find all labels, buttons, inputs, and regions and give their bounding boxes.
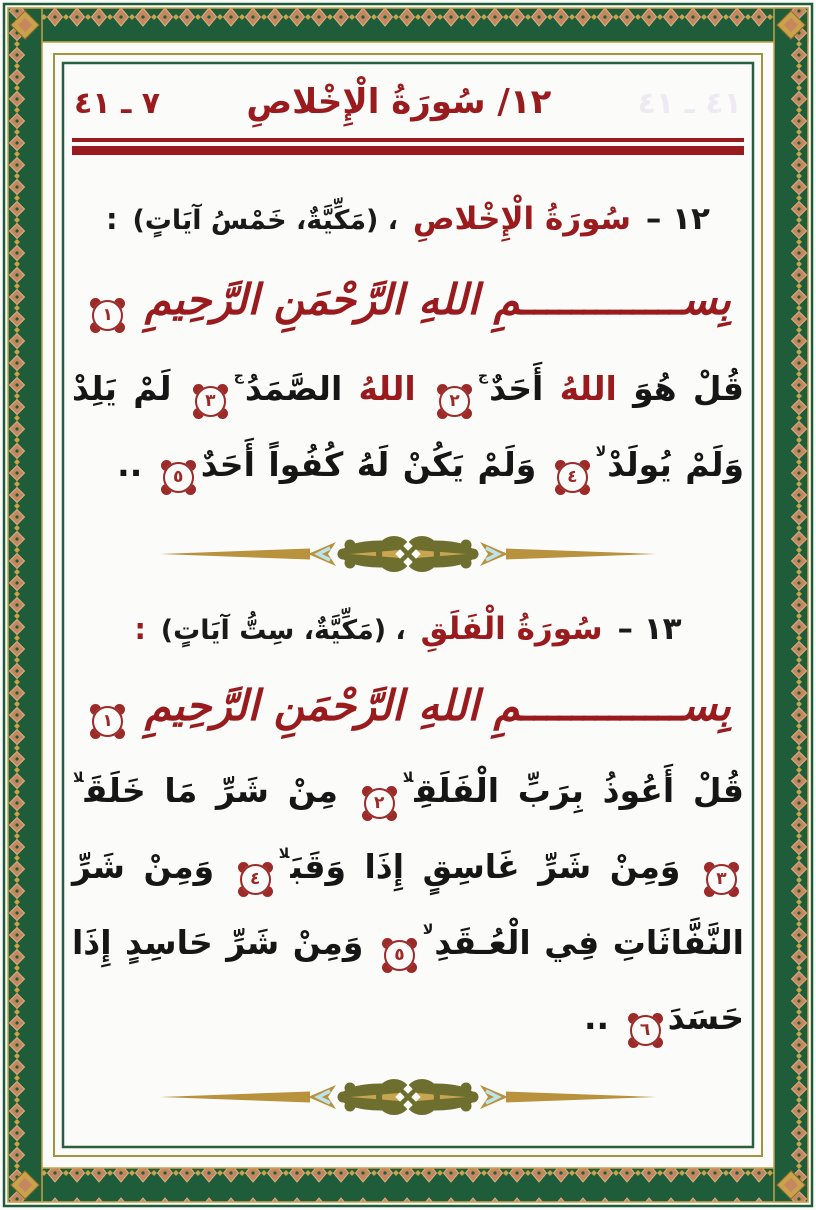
verse-text: قُلْ هُوَ [616, 369, 744, 408]
verse-text: وَمِنْ شَرِّ غَاسِقٍ إِذَا وَقَبَ [290, 846, 699, 886]
verse-text: وَلَمْ يَكُنْ لَهُ كُفُواً أَحَدٌ [200, 444, 550, 484]
pause-mark: لا [278, 845, 290, 862]
verse-text: لَمْ يَلِدْ وَلَمْ يُولَدْ [72, 369, 744, 484]
surah-title-colon: : [134, 611, 146, 646]
surah-info: ، (مَكِّيَّةٌ، خَمْسُ آيَاتٍ) [132, 205, 399, 236]
surah-falaq-verses [72, 753, 744, 1057]
verse-text: .. [584, 998, 623, 1038]
rule-thick-line [72, 146, 744, 155]
ayah-circle-marker-icon: ٦ [630, 1015, 661, 1046]
ayah-circle-marker-icon: ٤ [240, 864, 271, 895]
page-content [72, 70, 744, 1140]
pause-mark: لا [73, 769, 84, 786]
ayah-circle-marker-icon: ٥ [384, 940, 415, 971]
ayah-circle-marker-icon: ٥ [163, 462, 194, 493]
header-double-rule [72, 138, 744, 155]
verse-text: قُلْ أَعُوذُ بِرَبِّ الْفَلَقِ [414, 770, 744, 810]
header-page-range: ٧ ـ ٤١ [74, 86, 161, 121]
pause-mark: لا [422, 921, 434, 938]
surah-number: ١٣ – [617, 610, 682, 647]
surah-number: ١٢ – [645, 201, 710, 237]
surah-title-colon: : [106, 202, 118, 236]
pause-mark: ج [478, 368, 489, 384]
verse-text: اللهُ [543, 369, 617, 408]
surah-falaq-title [72, 611, 744, 647]
surah-name: سُورَةُ الْفَلَقِ [420, 610, 603, 647]
ayah-circle-marker-icon: ٣ [195, 386, 226, 417]
surah-info: ، (مَكِّيَّةٌ، سِتُّ آيَاتٍ) [160, 614, 406, 646]
page-header [72, 82, 744, 122]
ayah-circle-marker-icon: ٢ [364, 788, 395, 819]
surah-ikhlas-title [72, 201, 744, 237]
bismillah-text: بِســـــــــــــمِ اللهِ الرَّحْمَنِ الرَّحِيمِ [144, 275, 731, 324]
verse-text: الصَّمَدُ [244, 369, 343, 408]
bismillah-calligraphy [72, 275, 744, 331]
verse-text: وَمِنْ شَرِّ النَّفَّاثَاتِ فِي الْعُـقَدِ [72, 846, 744, 962]
surah-name: سُورَةُ الْإِخْلاصِ [412, 201, 632, 237]
ayah-circle-marker-icon: ٢ [439, 386, 470, 417]
verse-text: وَمِنْ شَرِّ حَاسِدٍ إِذَا حَسَدَ [72, 922, 744, 1038]
ayah-circle-marker-icon: ١ [92, 706, 123, 737]
verse-text: أَحَدٌ [489, 369, 544, 408]
section-divider [72, 1070, 744, 1124]
bismillah-calligraphy [72, 681, 744, 737]
section-divider [72, 527, 744, 581]
pause-mark: ج [233, 368, 244, 384]
ayah-circle-marker-icon: ٣ [706, 864, 737, 895]
header-surah-title: ١٢/ سُورَةُ الْإِخْلاصِ [246, 82, 552, 122]
pause-mark: لا [595, 443, 607, 460]
verse-text [416, 369, 432, 408]
ayah-circle-marker-icon: ٤ [557, 462, 588, 493]
bismillah-text: بِســـــــــــــمِ اللهِ الرَّحْمَنِ الرَّحِيمِ [144, 680, 731, 730]
pause-mark: لا [402, 769, 414, 786]
surah-ikhlas-verses [72, 351, 744, 503]
verse-text: اللهُ [342, 369, 416, 408]
ornamental-knot-divider-icon [158, 527, 658, 581]
ayah-circle-marker-icon: ١ [92, 300, 123, 331]
verse-text: مِنْ شَرِّ مَا خَلَقَ [84, 770, 357, 810]
verse-text: .. [117, 444, 156, 484]
header-faint-range: ٤١ ـ ٤١ [637, 86, 742, 121]
ornamental-knot-divider-icon [158, 1070, 658, 1124]
